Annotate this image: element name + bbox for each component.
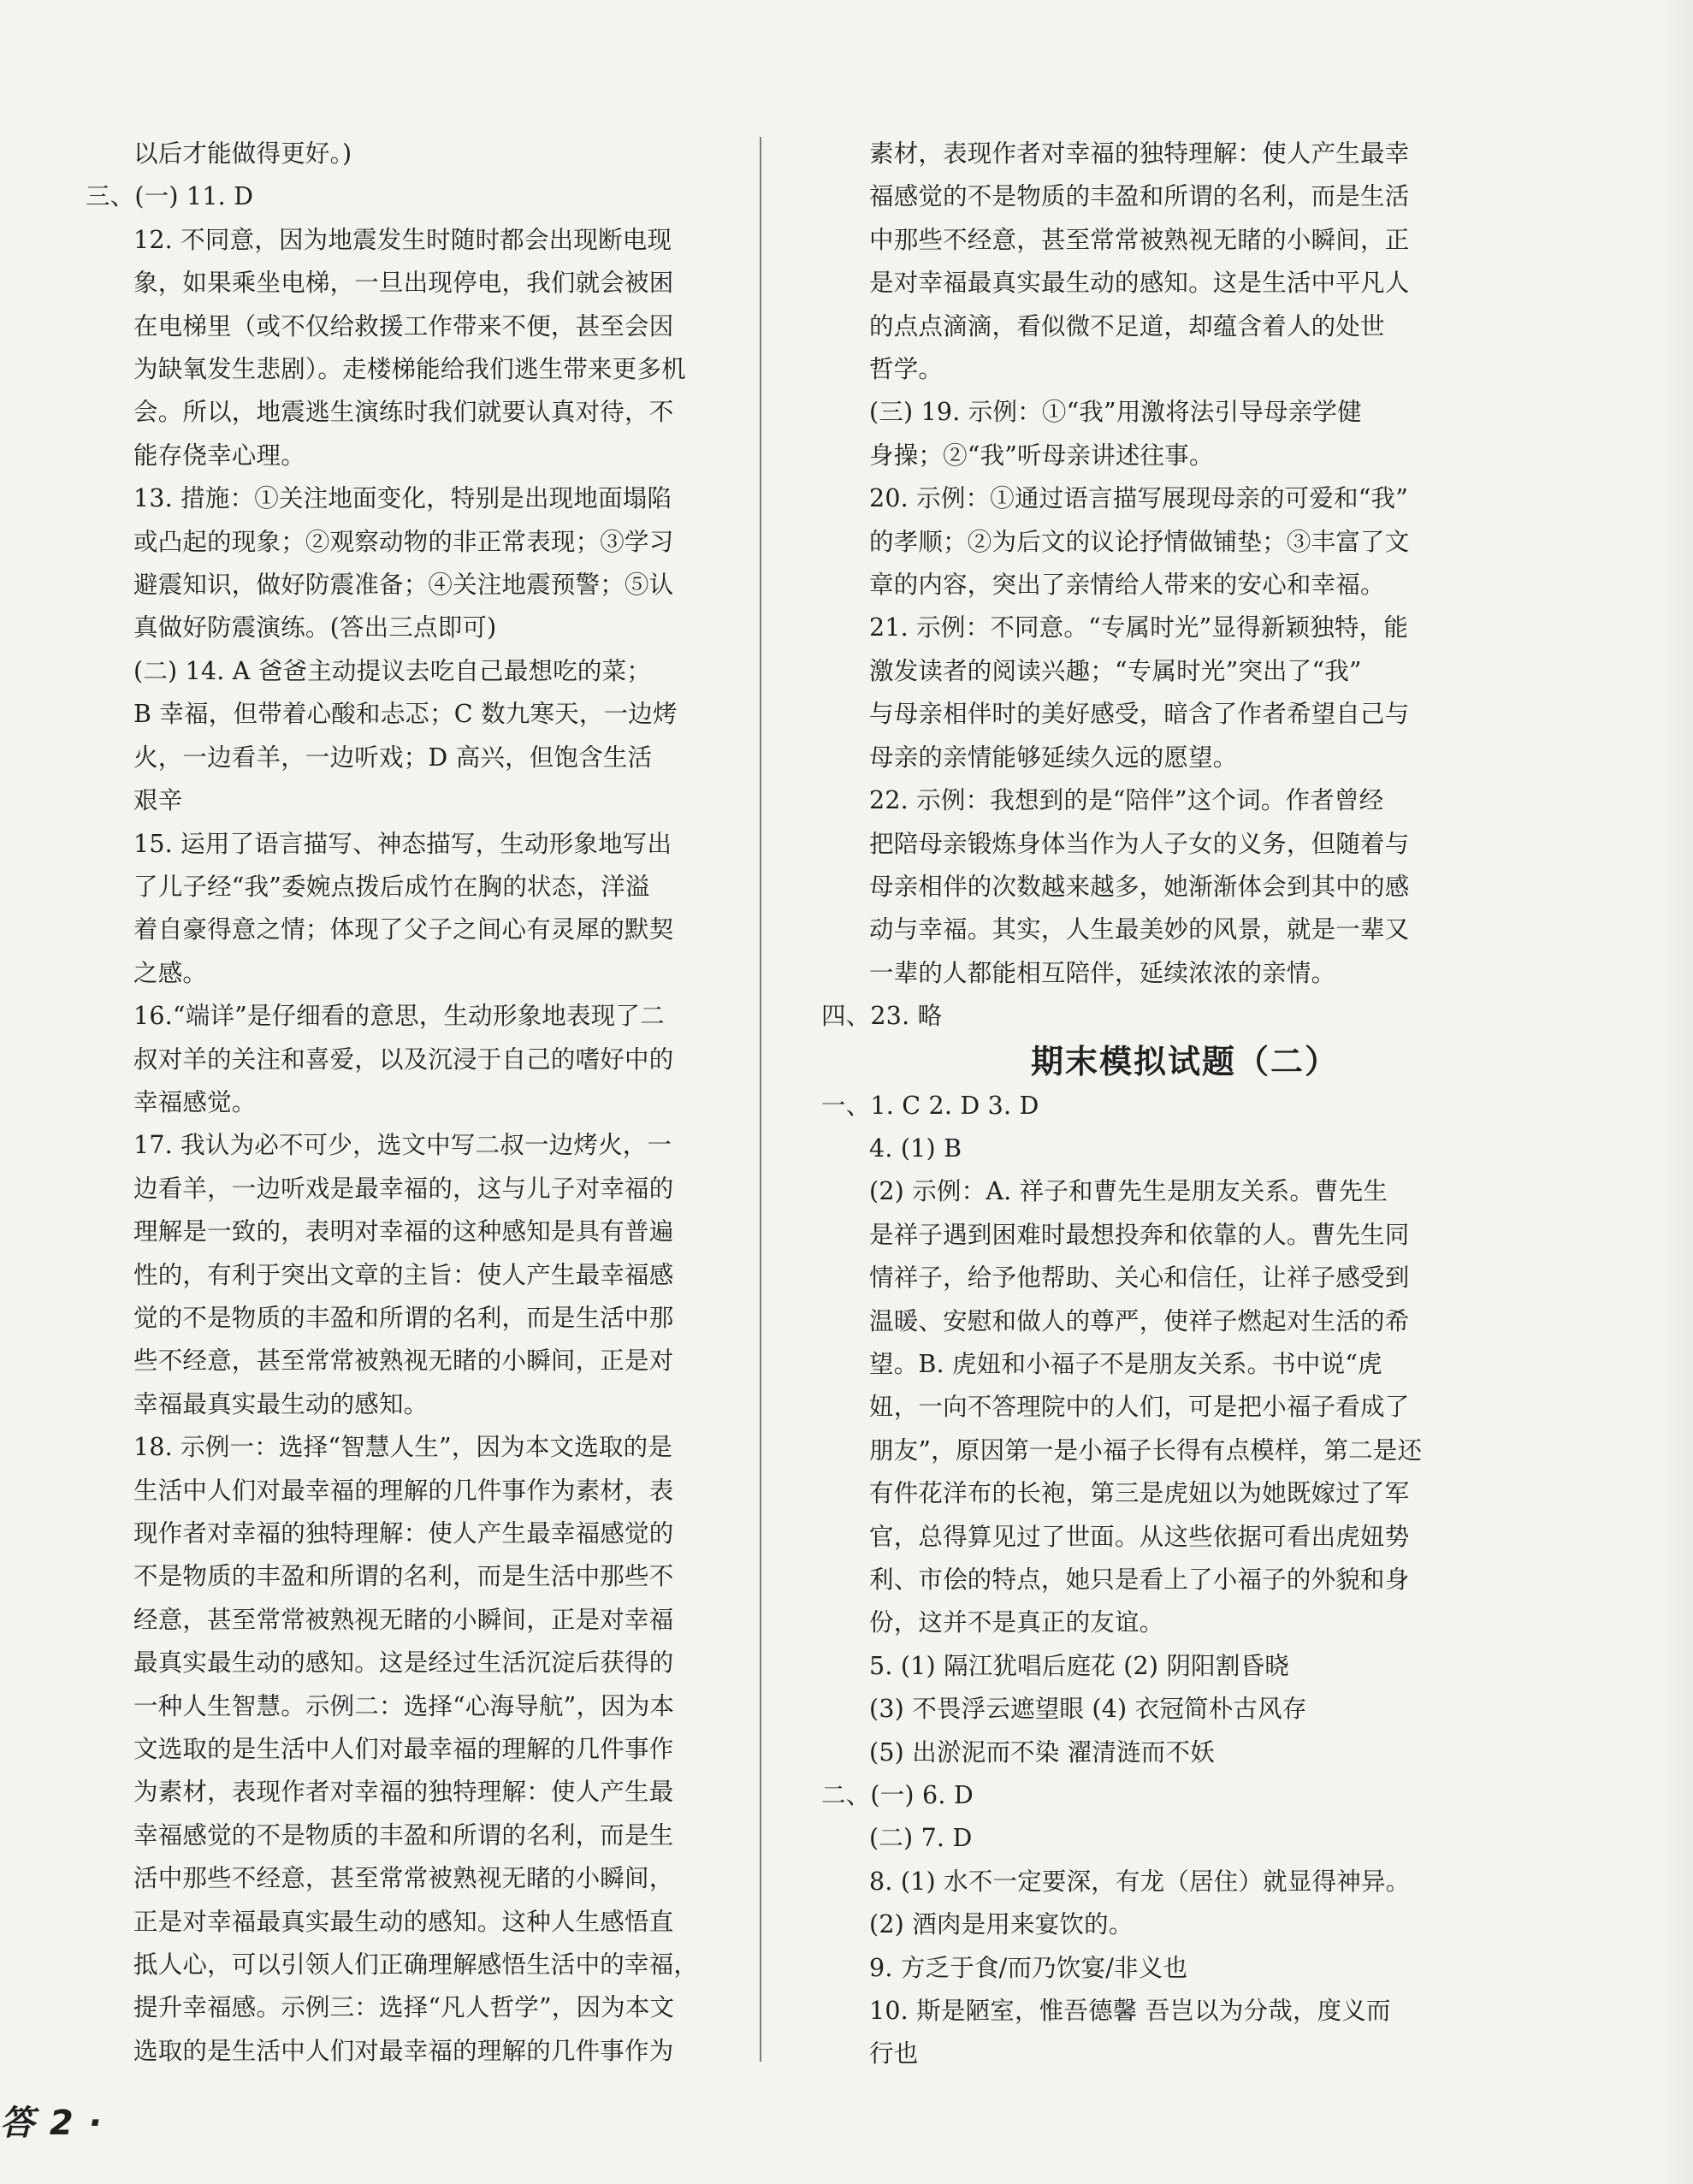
text-line: 4. (1) B [869,1133,962,1163]
text-line: 素材，表现作者对幸福的独特理解：使人产生最幸 [869,139,1410,168]
text-line: (二) 14. A 爸爸主动提议去吃自己最想吃的菜； [133,656,652,685]
page-edge-shadow [1659,0,1693,2184]
text-line: 激发读者的阅读兴趣；“专属时光”突出了“我” [869,656,1362,685]
text-line: 15. 运用了语言描写、神态描写，生动形象地写出 [133,829,672,858]
text-line: 生活中人们对最幸福的理解的几件事作为素材，表 [133,1476,674,1505]
text-line: 动与幸福。其实，人生最美妙的风景，就是一辈又 [869,915,1410,944]
text-line: 能存侥幸心理。 [133,441,305,470]
text-line: 温暖、安慰和做人的尊严，使祥子燃起对生活的希 [869,1306,1410,1335]
right-column-bottom [821,1085,1437,2076]
text-line: 为素材，表现作者对幸福的独特理解：使人产生最 [133,1778,674,1807]
text-line: 正是对幸福最真实最生动的感知。这种人生感悟直 [133,1907,674,1936]
text-line: 望。B. 虎妞和小福子不是朋友关系。书中说“虎 [869,1349,1382,1378]
text-line: 福感觉的不是物质的丰盈和所谓的名利，而是生活 [869,182,1410,211]
text-line: 理解是一致的，表明对幸福的这种感知是具有普遍 [133,1217,674,1246]
text-line: 是对幸福最真实最生动的感知。这是生活中平凡人 [869,269,1410,298]
text-line: 边看羊，一边听戏是最幸福的，这与儿子对幸福的 [133,1174,674,1203]
text-line: 幸福最真实最生动的感知。 [133,1389,429,1418]
text-line: 二、(一) 6. D [821,1781,974,1810]
text-line: 活中那些不经意，甚至常常被熟视无睹的小瞬间， [133,1864,674,1893]
text-line: 了儿子经“我”委婉点拨后成竹在胸的状态，洋溢 [133,872,650,901]
text-line: 经意，甚至常常被熟视无睹的小瞬间，正是对幸福 [133,1605,674,1634]
text-line: 朋友”，原因第一是小福子长得有点模样，第二是还 [869,1435,1423,1465]
text-line: 在电梯里（或不仅给救援工作带来不便，甚至会因 [133,311,674,340]
text-line: 选取的是生活中人们对最幸福的理解的几件事作为 [133,2036,674,2065]
text-line: 把陪母亲锻炼身体当作为人子女的义务，但随着与 [869,829,1410,858]
text-line: (2) 示例：A. 祥子和曹先生是朋友关系。曹先生 [869,1177,1388,1206]
text-line: 幸福感觉的不是物质的丰盈和所谓的名利，而是生 [133,1820,674,1850]
text-line: 12. 不同意，因为地震发生时随时都会出现断电现 [133,225,672,254]
text-line: (2) 酒肉是用来宴饮的。 [869,1910,1134,1939]
text-line: 幸福感觉。 [133,1087,257,1116]
text-line: 哲学。 [869,355,944,384]
text-line: 为缺氧发生悲剧）。走楼梯能给我们逃生带来更多机 [133,355,686,384]
text-line: 与母亲相伴时的美好感受，暗含了作者希望自己与 [869,700,1410,729]
text-line: 的孝顺；②为后文的议论抒情做铺垫；③丰富了文 [869,527,1410,556]
text-line: 母亲相伴的次数越来越多，她渐渐体会到其中的感 [869,872,1410,901]
text-line: 13. 措施：①关注地面变化，特别是出现地面塌陷 [133,484,672,513]
text-line: 文选取的是生活中人们对最幸福的理解的几件事作 [133,1735,674,1764]
text-line: 中那些不经意，甚至常常被熟视无睹的小瞬间，正 [869,225,1410,254]
text-line: (二) 7. D [869,1824,973,1853]
text-line: 之感。 [133,958,208,987]
text-line: 三、(一) 11. D [86,182,254,211]
text-line: 一种人生智慧。示例二：选择“心海导航”，因为本 [133,1691,675,1720]
text-line: 不是物质的丰盈和所谓的名利，而是生活中那些不 [133,1562,674,1591]
text-line: 18. 示例一：选择“智慧人生”，因为本文选取的是 [133,1433,673,1462]
text-line: 最真实最生动的感知。这是经过生活沉淀后获得的 [133,1648,674,1678]
text-line: 行也 [869,2039,919,2069]
text-line: 火，一边看羊，一边听戏；D 高兴，但饱含生活 [133,743,653,772]
text-line: 一辈的人都能相互陪伴，延续浓浓的亲情。 [869,958,1336,987]
right-column [821,133,1437,2076]
text-line: 9. 方乏于食/而乃饮宴/非义也 [869,1953,1188,1982]
text-line: 性的，有利于突出文章的主旨：使人产生最幸福感 [133,1260,674,1289]
left-column [86,133,701,2073]
text-line: 20. 示例：①通过语言描写展现母亲的可爱和“我” [869,484,1409,513]
text-line: 叔对羊的关注和喜爱，以及沉浸于自己的嗜好中的 [133,1045,674,1074]
text-line: 现作者对幸福的独特理解：使人产生最幸福感觉的 [133,1519,674,1548]
text-line: 或凸起的现象；②观察动物的非正常表现；③学习 [133,527,674,556]
text-line: 些不经意，甚至常常被熟视无睹的小瞬间，正是对 [133,1347,674,1376]
text-line: 身操；②“我”听母亲讲述往事。 [869,441,1214,470]
text-line: 22. 示例：我想到的是“陪伴”这个词。作者曾经 [869,786,1384,815]
section-title: 期末模拟试题（二） [1030,1042,1339,1080]
page-footer: 答 2 · [0,2104,104,2143]
text-line: 16.“端详”是仔细看的意思，生动形象地表现了二 [133,1002,665,1031]
text-line: (5) 出淤泥而不染 濯清涟而不妖 [869,1737,1215,1767]
text-line: 的点点滴滴，看似微不足道，却蕴含着人的处世 [869,311,1385,340]
text-line: 一、1. C 2. D 3. D [821,1091,1039,1120]
text-line: 章的内容，突出了亲情给人带来的安心和幸福。 [869,571,1385,600]
text-line: 8. (1) 水不一定要深，有龙（居住）就显得神异。 [869,1867,1411,1896]
text-line: 有件花洋布的长袍，第三是虎妞以为她既嫁过了军 [869,1479,1410,1508]
text-line: 以后才能做得更好。) [133,139,352,168]
text-line: (3) 不畏浮云遮望眼 (4) 衣冠简朴古风存 [869,1695,1307,1724]
text-line: B 幸福，但带着心酸和忐忑；C 数九寒天，一边烤 [133,700,678,729]
text-line: 避震知识，做好防震准备；④关注地震预警；⑤认 [133,571,674,600]
text-line: 真做好防震演练。(答出三点即可) [133,613,497,642]
right-column-top [821,133,1437,1039]
text-line: 利、市侩的特点，她只是看上了小福子的外貌和身 [869,1565,1410,1594]
text-line: 份，这并不是真正的友谊。 [869,1608,1164,1637]
column-divider [760,137,761,2062]
text-line: 会。所以，地震逃生演练时我们就要认真对待，不 [133,398,674,427]
text-line: (三) 19. 示例：①“我”用激将法引导母亲学健 [869,398,1362,427]
text-line: 艰辛 [133,786,183,815]
text-line: 母亲的亲情能够延续久远的愿望。 [869,743,1238,772]
text-line: 四、23. 略 [821,1002,943,1031]
text-line: 抵人心，可以引领人们正确理解感悟生活中的幸福， [133,1950,699,1980]
text-line: 妞，一向不答理院中的人们，可是把小福子看成了 [869,1393,1410,1422]
text-line: 情祥子，给予他帮助、关心和信任，让祥子感受到 [869,1264,1410,1293]
text-line: 着自豪得意之情；体现了父子之间心有灵犀的默契 [133,915,674,944]
text-line: 官，总得算见过了世面。从这些依据可看出虎妞势 [869,1522,1410,1551]
text-line: 提升幸福感。示例三：选择“凡人哲学”，因为本文 [133,1993,675,2022]
text-line: 5. (1) 隔江犹唱后庭花 (2) 阴阳割昏晓 [869,1651,1289,1680]
text-line: 21. 示例：不同意。“专属时光”显得新颖独特，能 [869,613,1409,642]
text-line: 是祥子遇到困难时最想投奔和依靠的人。曹先生同 [869,1220,1410,1249]
text-line: 觉的不是物质的丰盈和所谓的名利，而是生活中那 [133,1303,674,1332]
text-line: 10. 斯是陋室，惟吾德馨 吾岂以为分哉，度义而 [869,1997,1391,2026]
text-line: 象，如果乘坐电梯，一旦出现停电，我们就会被困 [133,269,674,298]
text-line: 17. 我认为必不可少，选文中写二叔一边烤火，一 [133,1131,672,1160]
